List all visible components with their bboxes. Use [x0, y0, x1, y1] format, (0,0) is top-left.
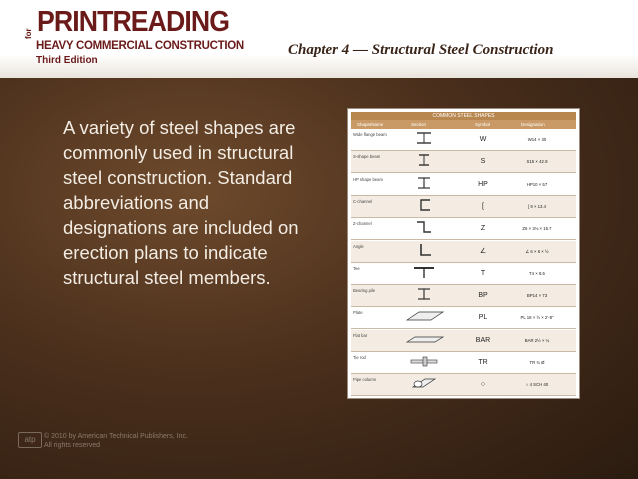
bar-section-drawing	[397, 331, 453, 347]
table-row	[351, 174, 576, 196]
shape-name: HP shape beam	[353, 176, 383, 182]
shape-designation: BP14 × 73	[526, 293, 548, 299]
plate-section-drawing	[397, 308, 453, 324]
table-row	[351, 330, 576, 352]
shape-designation: TR ¾ Ø	[529, 360, 545, 365]
shape-designation: [ 9 × 13.4	[527, 203, 547, 209]
shape-designation: HP10 × 57	[526, 181, 548, 187]
shape-symbol: [	[482, 202, 484, 210]
table-row	[351, 285, 576, 307]
copyright-line-2: All rights reserved	[44, 442, 101, 449]
table-row	[351, 241, 576, 263]
shape-symbol: BP	[478, 292, 488, 300]
shape-designation: T4 × 8.5	[529, 270, 545, 276]
table-row	[351, 352, 576, 374]
shape-name: Tie rod	[353, 355, 366, 360]
shape-symbol: W	[479, 136, 487, 143]
shape-name: Tee	[353, 265, 360, 271]
shape-symbol: ∠	[479, 247, 487, 255]
zee-section-drawing	[397, 219, 453, 235]
shape-name: Plate	[353, 310, 363, 316]
steel-shapes-table	[347, 108, 580, 399]
table-row	[351, 374, 576, 396]
wide-flange-section-drawing	[397, 130, 453, 146]
angle-section-drawing	[397, 242, 453, 258]
col-header-symbol: Symbol	[475, 122, 491, 127]
table-row	[351, 129, 576, 151]
logo-subtitle: HEAVY COMMERCIAL CONSTRUCTION	[36, 40, 244, 52]
chapter-title: Chapter 4 — Structural Steel Construction	[288, 42, 554, 58]
col-header-designation: Designation	[521, 122, 545, 127]
shape-symbol: Z	[480, 225, 486, 233]
col-header-section: Section	[411, 122, 427, 127]
copyright-text	[44, 432, 244, 450]
shape-designation: ∠ 6 × 6 × ½	[525, 248, 549, 254]
shape-name: C-channel	[353, 198, 373, 204]
shape-designation: BAR 2½ × ¼	[524, 337, 550, 343]
col-header-name: Shape/Name	[357, 122, 384, 127]
tee-section-drawing	[397, 264, 453, 280]
shape-symbol: T	[480, 269, 486, 277]
logo-for: for	[24, 28, 33, 39]
table-row	[351, 307, 576, 329]
shape-designation: S15 × 42.9	[526, 159, 548, 165]
pipe-section-drawing	[397, 375, 453, 391]
shape-symbol: S	[480, 158, 486, 166]
shape-symbol: TR	[478, 359, 488, 366]
copyright-line-1: © 2010 by American Technical Publishers, Inc.	[44, 433, 188, 440]
shape-symbol: BAR	[475, 336, 491, 344]
channel-section-drawing	[397, 197, 453, 213]
shape-designation: Z6 × 3⅛ × 15.7	[522, 226, 552, 232]
table-row	[351, 218, 576, 240]
shape-designation: ○ 4 SCH 40	[525, 382, 549, 388]
pile-section-drawing	[397, 286, 453, 302]
hp-beam-section-drawing	[397, 175, 453, 191]
atp-logo: atp	[18, 432, 42, 448]
rod-section-drawing	[397, 353, 453, 369]
shape-name: Bearing pile	[353, 288, 376, 294]
body-text: A variety of steel shapes are commonly used in structural steel construction. Standard abbreviations and designations are included on erection plans to indicate structural steel members.	[63, 117, 299, 288]
shape-designation: PL 18 × ½ × 2'-8"	[520, 315, 554, 321]
header-bar	[0, 0, 638, 78]
shape-name: Z-channel	[353, 221, 372, 227]
shape-name: Wide flange beam	[353, 132, 387, 137]
shape-name: Angle	[353, 243, 364, 249]
shape-name: Flat bar	[353, 332, 368, 338]
logo-title: PRINTREADING	[37, 6, 230, 38]
table-row	[351, 263, 576, 285]
shape-name: S-shape beam	[353, 154, 381, 160]
table-row	[351, 151, 576, 173]
logo-edition: Third Edition	[36, 55, 98, 66]
shape-symbol: ○	[480, 381, 486, 389]
table-title: COMMON STEEL SHAPES	[351, 112, 576, 120]
table-row	[351, 196, 576, 218]
shape-designation: W14 × 30	[527, 137, 547, 142]
shape-symbol: HP	[478, 180, 488, 188]
shape-symbol: PL	[478, 314, 488, 322]
table-header	[351, 120, 576, 129]
shape-name: Pipe column	[353, 377, 377, 383]
s-beam-section-drawing	[397, 152, 453, 168]
